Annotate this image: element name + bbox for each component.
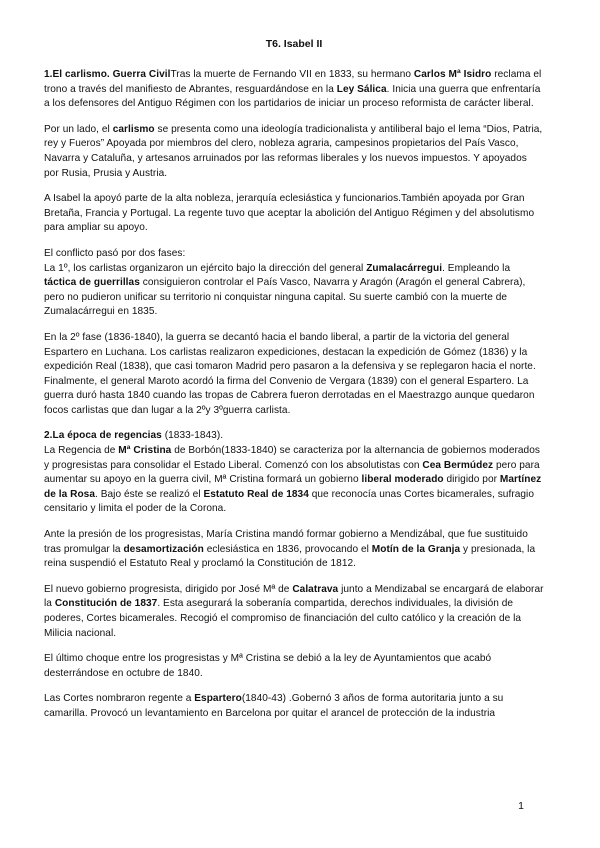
bold-text-run: Espartero (194, 693, 242, 705)
text-run: eclesiástica en 1836, provocando el (203, 543, 372, 555)
text-run: (1833-1843). (161, 430, 224, 442)
bold-text-run: Cea Bermúdez (422, 459, 494, 471)
page-number: 1 (518, 800, 524, 812)
text-run: (1840-43) .Gobernó 3 años de forma autoritaria junto a su camarilla. Provocó un levantamiento en Barcelona por quitar el arancel de protección de la industria (44, 693, 504, 719)
text-run: se presenta como una ideología tradicionalista y antiliberal bajo el lema “Dios, Patria, rey y Fueros” Apoyada por miembros del clero, nobleza agraria, campesinos propietarios del País Vasco, Navarra y Cataluña, y artesanos arruinados por las reformas liberales y los nuevos impuestos. Y apoyados por Rusia, Prusia y Austria. (44, 123, 543, 179)
paragraph (44, 652, 544, 681)
text-run: . Empleando la (442, 262, 511, 274)
text-run: Tras la muerte de Fernando VII en 1833, su hermano (170, 69, 414, 80)
document-body (44, 68, 544, 722)
paragraph (44, 247, 544, 320)
text-run: Las Cortes nombraron regente a (44, 693, 195, 705)
text-run: En la 2º fase (1836-1840), la guerra se decantó hacia el bando liberal, a partir de la victoria del general Espartero en Luchana. Los carlistas realizaron expediciones, destacan la expedición de Gómez (1836) y la expedición Real (1838), que casi tomaron Madrid pero pasaron a la defensiva y se replegaron hacia el norte. Finalmente, el general Maroto acordó la firma del Convenio de Vergara (1839) con el general Espartero. La guerra duró hasta 1840 cuando las tropas de Cabrera fueron derrotadas en el Maestrazgo aunque quedaron focos carlistas que dan lugar a la 2ºy 3ºguerra carlista. (44, 331, 536, 416)
document-title: T6. Isabel II (265, 38, 323, 50)
text-run: consiguieron controlar el País Vasco, Navarra y Aragón (Aragón el general Cabrera), pero no pudieron unificar su territorio ni conquistar ninguna capital. Su suerte cambió con la muerte de Zumalacárregui en 1835. (44, 277, 526, 318)
text-run: El nuevo gobierno progresista, dirigido por José Mª de (44, 583, 293, 595)
bold-text-run: Carlos Mª Isidro (413, 69, 492, 80)
paragraph (44, 123, 544, 181)
text-run: junto a Mendizabal se encargará de elaborar la (44, 583, 544, 610)
paragraph (44, 331, 544, 419)
bold-text-run: 1.El carlismo. Guerra Civil (44, 69, 171, 80)
text-run: reclama el trono a través del manifiesto de Abrantes, resguardándose en la (44, 69, 542, 95)
text-run: La Regencia de (44, 445, 119, 457)
text-run: . Inicia una guerra que enfrentaría a los defensores del Antiguo Régimen con los partidarios de iniciar un proceso reformista de carácter liberal. (44, 83, 541, 110)
paragraph (44, 583, 544, 641)
text-run: y presionada, la reina suspendió el Estatuto Real y proclamó la Constitución de 1812. (44, 543, 536, 570)
paragraph (44, 528, 544, 572)
text-run: Por un lado, el (44, 123, 113, 135)
text-run: dirigido por (443, 474, 500, 486)
bold-text-run: Mª Cristina (118, 445, 172, 457)
text-run: pero para aumentar su apoyo en la guerra civil, Mª Cristina formará un gobierno (44, 459, 540, 486)
bold-text-run: liberal moderado (361, 474, 444, 486)
text-run: . Esta asegurará la soberanía compartida, derechos individuales, la división de poderes, Cortes bicamerales. Recogió el compromiso de financiación del culto católico y la creación de la Milicia nacional. (44, 598, 522, 639)
paragraph (44, 68, 544, 112)
bold-text-run: Motín de la Granja (371, 543, 461, 555)
bold-text-run: Ley Sálica (336, 83, 387, 95)
bold-text-run: Estatuto Real de 1834 (203, 488, 309, 500)
bold-text-run: carlismo (112, 123, 155, 135)
bold-text-run: 2.La época de regencias (44, 430, 162, 442)
bold-text-run: Calatrava (292, 583, 339, 595)
text-run: El conflicto pasó por dos fases: (44, 247, 186, 259)
text-run: El último choque entre los progresistas y Mª Cristina se debió a la ley de Ayuntamientos que acabó desterrándose en octubre de 1840. (44, 653, 492, 679)
text-run: A Isabel la apoyó parte de la alta nobleza, jerarquía eclesiástica y funcionarios.También apoyada por Gran Bretaña, Francia y Portugal. La regente tuvo que aceptar la abolición del Antiguo Régimen y del absolutismo para ampliar su apoyo. (44, 193, 535, 234)
text-run: . Bajo éste se realizó el (95, 488, 204, 500)
bold-text-run: Constitución de 1837 (54, 598, 158, 610)
bold-text-run: Zumalacárregui (366, 262, 443, 274)
bold-text-run: desamortización (123, 543, 204, 555)
paragraph (44, 692, 544, 721)
text-run: La 1º, los carlistas organizaron un ejército bajo la dirección del general (44, 262, 367, 274)
text-run: Ante la presión de los progresistas, María Cristina mandó formar gobierno a Mendizábal, que fue sustituido tras promulgar la (44, 529, 528, 555)
bold-text-run: Martínez de la Rosa (44, 474, 542, 500)
text-run: de Borbón(1833-1840) se caracteriza por la alternancia de gobiernos moderados y progresistas para consolidar el Estado Liberal. Comenzó con los absolutistas con (44, 445, 540, 471)
text-run: que reconocía unas Cortes bicamerales, sufragio censitario y limita el poder de la Corona. (44, 488, 535, 515)
paragraph (44, 192, 544, 236)
bold-text-run: táctica de guerrillas (44, 277, 140, 289)
paragraph (44, 429, 544, 517)
